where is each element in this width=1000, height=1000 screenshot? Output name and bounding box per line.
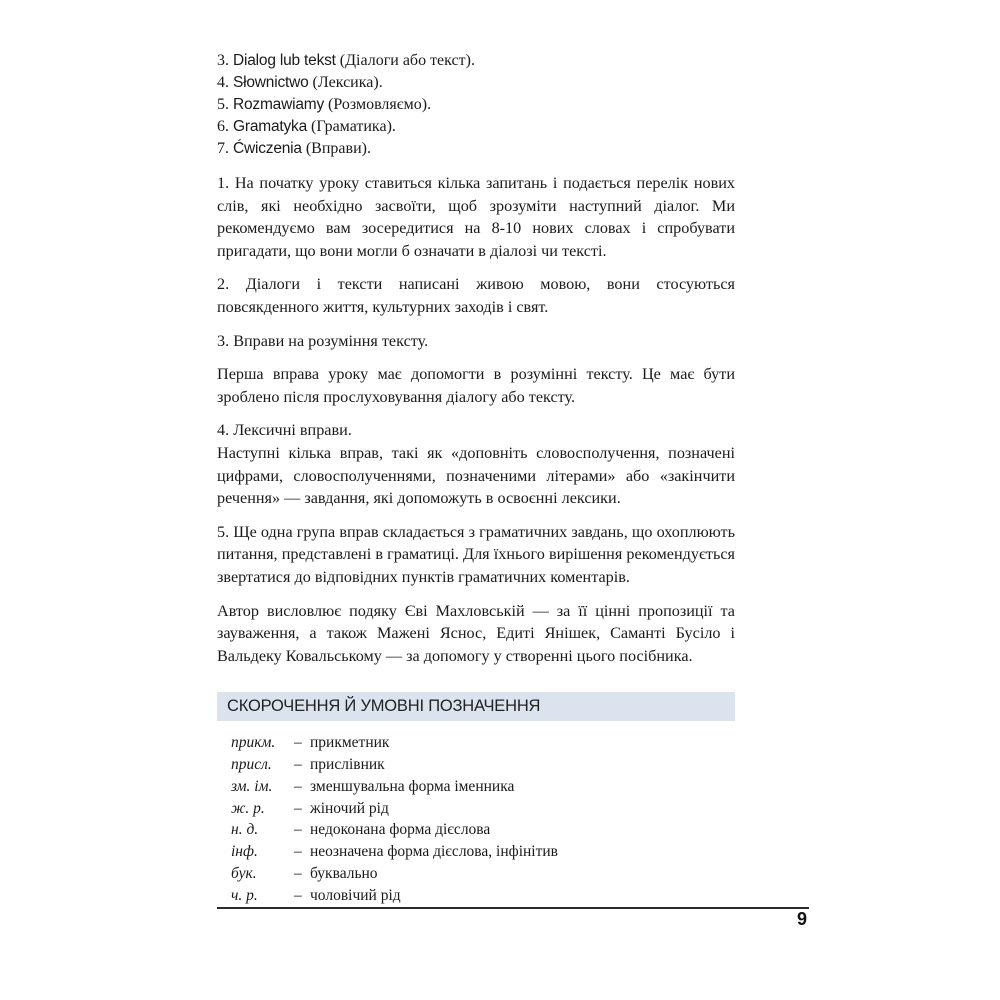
paragraph-lexical-body: Наступні кілька вправ, такі як «доповніть словосполучення, позначені цифрами, словосполученнями, позначеними літерами» або «закінчити речення» — завдання, які допоможуть в освоєнні лексики. bbox=[217, 443, 735, 508]
list-item-polish-title: Słownictwo bbox=[233, 74, 309, 91]
paragraph-new-words: 1. На початку уроку ставиться кілька запитань і подається перелік нових слів, які необхідно засвоїти, щоб зрозуміти наступний діалог. Ми рекомендуємо вам зосередитися на 8-10 нових словах і спробувати пригадати, що вони могли б означати в діалозі чи тексті. bbox=[217, 174, 735, 260]
abbreviation-row bbox=[231, 885, 735, 907]
abbreviations-heading-text: СКОРОЧЕННЯ Й УМОВНІ ПОЗНАЧЕННЯ bbox=[227, 697, 541, 716]
list-item-polish-title: Dialog lub tekst bbox=[233, 52, 336, 69]
page-content bbox=[217, 50, 735, 907]
list-item bbox=[217, 94, 735, 116]
abbreviation-meaning: буквально bbox=[310, 865, 378, 883]
abbreviation-row bbox=[231, 776, 735, 798]
paragraph-grammar-exercises: 5. Ще одна група вправ складається з граматичних завдань, що охоплюють питання, представлені в граматиці. Для їхнього вирішення рекомендується звертатися до відповідних пунктів граматичних коментарів. bbox=[217, 522, 735, 586]
list-item-number: 6. bbox=[217, 118, 229, 135]
paragraph-acknowledgements: Автор висловлює подяку Єві Махловській — за її цінні пропозиції та зауваження, а також Мажені Яснос, Едиті Янішек, Саманті Бусіло і Вальдеку Ковальському — за допомогу у створенні цього посібника. bbox=[217, 601, 735, 665]
abbreviation-meaning: недоконана форма дієслова bbox=[310, 821, 491, 839]
abbreviation-meaning: зменшувальна форма іменника bbox=[310, 777, 515, 795]
abbreviation-row bbox=[231, 732, 735, 754]
list-item-number: 7. bbox=[217, 140, 229, 157]
abbreviations-list bbox=[217, 732, 735, 906]
list-item bbox=[217, 50, 735, 72]
list-item-ukrainian-title: (Діалоги або текст). bbox=[339, 52, 475, 69]
abbreviation-row bbox=[231, 841, 735, 863]
list-item-number: 4. bbox=[217, 74, 229, 91]
abbreviation-term: прикм. bbox=[231, 734, 276, 752]
list-item-ukrainian-title: (Вправи). bbox=[305, 140, 371, 157]
abbreviation-dash: – bbox=[294, 777, 302, 795]
abbreviations-heading bbox=[217, 692, 735, 721]
abbreviation-term: інф. bbox=[231, 843, 258, 861]
abbreviation-term: ж. р. bbox=[231, 799, 265, 817]
list-item-ukrainian-title: (Лексика). bbox=[312, 74, 383, 91]
page-number: 9 bbox=[797, 909, 808, 929]
list-item-ukrainian-title: (Граматика). bbox=[311, 118, 396, 135]
abbreviation-dash: – bbox=[294, 821, 302, 839]
abbreviation-meaning: чоловічий рід bbox=[310, 886, 401, 904]
list-item bbox=[217, 116, 735, 138]
abbreviation-dash: – bbox=[294, 734, 302, 752]
abbreviation-term: ч. р. bbox=[231, 886, 258, 904]
list-item-polish-title: Ćwiczenia bbox=[233, 140, 302, 157]
abbreviation-meaning: прикметник bbox=[310, 734, 390, 752]
abbreviation-meaning: прислівник bbox=[310, 756, 385, 774]
list-item-number: 5. bbox=[217, 96, 229, 113]
abbreviation-row bbox=[231, 819, 735, 841]
list-item bbox=[217, 138, 735, 160]
abbreviation-row bbox=[231, 863, 735, 885]
paragraph-lexical-heading: 4. Лексичні вправи. bbox=[217, 421, 352, 440]
list-item-polish-title: Rozmawiamy bbox=[233, 96, 325, 113]
abbreviation-term: н. д. bbox=[231, 821, 259, 839]
abbreviation-term: бук. bbox=[231, 865, 257, 883]
list-item-ukrainian-title: (Розмовляємо). bbox=[328, 96, 432, 113]
abbreviation-term: зм. ім. bbox=[231, 777, 273, 795]
lesson-sections-list bbox=[217, 50, 735, 160]
abbreviation-dash: – bbox=[294, 865, 302, 883]
abbreviation-dash: – bbox=[294, 799, 302, 817]
abbreviation-dash: – bbox=[294, 756, 302, 774]
abbreviation-term: присл. bbox=[231, 756, 272, 774]
paragraph-comprehension-body: Перша вправа уроку має допомогти в розумінні тексту. Це має бути зроблено після прослуховування діалогу або тексту. bbox=[217, 365, 735, 406]
paragraph-comprehension-heading: 3. Вправи на розуміння тексту. bbox=[217, 331, 429, 350]
abbreviation-meaning: неозначена форма дієслова, інфінітив bbox=[310, 843, 558, 861]
footer-divider bbox=[217, 907, 809, 909]
abbreviation-row bbox=[231, 798, 735, 820]
paragraph-dialogues: 2. Діалоги і тексти написані живою мовою, вони стосуються повсякденного життя, культурних заходів і свят. bbox=[217, 275, 735, 316]
abbreviation-dash: – bbox=[294, 843, 302, 861]
abbreviation-meaning: жіночий рід bbox=[310, 799, 389, 817]
list-item-number: 3. bbox=[217, 52, 229, 69]
abbreviation-row bbox=[231, 754, 735, 776]
list-item bbox=[217, 72, 735, 94]
list-item-polish-title: Gramatyka bbox=[233, 118, 307, 135]
abbreviation-dash: – bbox=[294, 886, 302, 904]
